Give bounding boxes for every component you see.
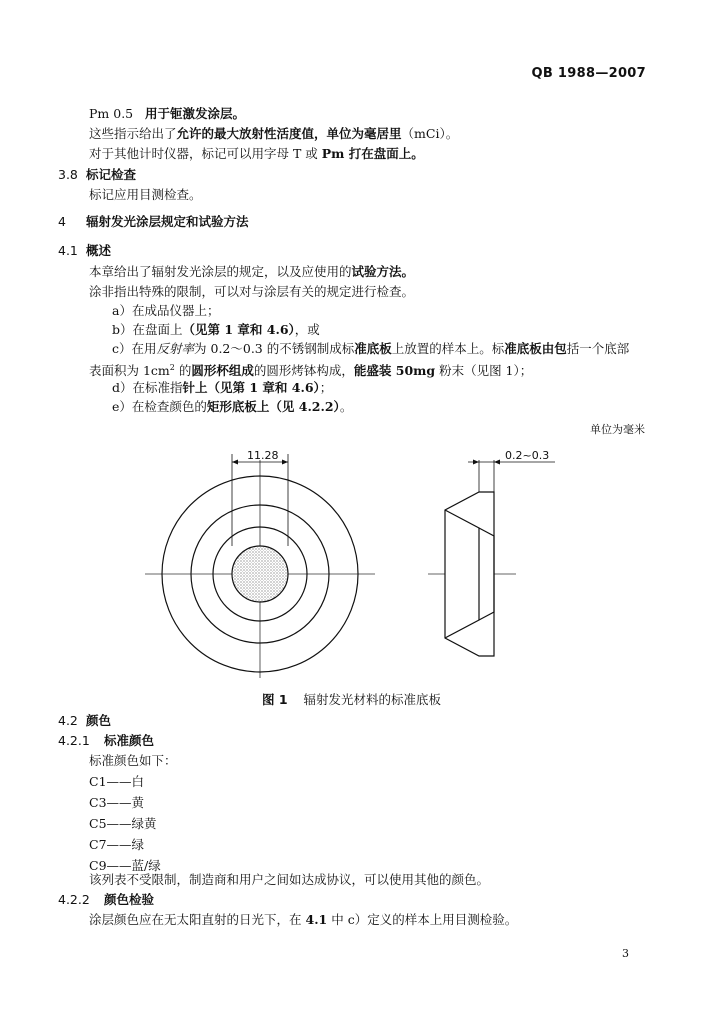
item-text: ，或: [294, 322, 320, 337]
standard-colors-intro: 标准颜色如下：: [89, 753, 177, 768]
color-c9: C9——蓝/绿: [89, 858, 161, 873]
cup-circle: [232, 546, 288, 602]
item-text-bold: 能盛装 50mg: [353, 363, 436, 379]
indicator-text-c: （mCi）。: [401, 126, 459, 141]
caption-number: 图 1: [262, 692, 288, 707]
arrow-b: [494, 460, 500, 465]
item-text: 表面积为 1cm: [89, 363, 170, 379]
colors-note: [89, 872, 489, 888]
section-3-8-heading: [58, 167, 136, 183]
dimension-label-11-28: 11.28: [247, 449, 279, 462]
list-item-b: [112, 322, 320, 338]
item-text: d）在标准指: [112, 380, 183, 395]
dimension-label-thickness: 0.2~0.3: [505, 449, 550, 462]
item-text-bold: 矩形底板上（见 4.2.2）: [206, 399, 340, 414]
indicator-text-a: 这些指示给出了: [89, 126, 177, 141]
section-title: 概述: [86, 243, 112, 258]
item-text: 上放置的样本上。标: [391, 341, 505, 356]
section-title: 颜色检验: [104, 892, 155, 907]
para-text: 中 c）定义的样本上用目测检验。: [331, 912, 518, 927]
item-text: 括一个底部: [566, 341, 630, 356]
section-title: 标记检查: [86, 167, 137, 182]
caption-text: 辐射发光材料的标准底板: [303, 692, 441, 707]
item-text: 粉末（见图 1）；: [435, 363, 533, 379]
side-view: [428, 449, 555, 656]
list-item-c-continued: [89, 360, 532, 379]
pm-description: 用于钷激发涂层。: [145, 106, 246, 121]
plate-outline: [445, 492, 494, 656]
section-number: 4.1: [58, 243, 78, 258]
item-text-bold: 准底板由包: [504, 341, 567, 356]
superscript: 2: [169, 363, 175, 372]
item-text-bold: 针上（见第 1 章和 4.6）: [182, 380, 320, 395]
list-item-d: [112, 380, 332, 396]
arrow-a: [473, 460, 479, 465]
note-text: 制造商和用户之间如达成协议，可以使用其他的颜色。: [189, 872, 490, 887]
other-instruments-line: [89, 146, 424, 162]
chapter-title: 辐射发光涂层规定和试验方法: [86, 214, 249, 229]
item-text: e）在检查颜色的: [112, 399, 207, 414]
section-number: 4.2.2: [58, 892, 90, 907]
list-item-c: [112, 341, 629, 357]
section-4-1-heading: [58, 243, 111, 259]
top-view: [145, 449, 375, 678]
item-text-italic: 反射率: [156, 341, 195, 356]
section-4-2-1-heading: [58, 733, 154, 749]
item-text-bold: 准底板: [354, 341, 392, 356]
para-text-bold: 4.1: [305, 912, 328, 927]
item-text: ；: [319, 380, 333, 395]
standard-code-header: QB 1988—2007: [531, 66, 646, 81]
other-text-a: 对于其他计时仪器，标记可以用字母 T 或: [89, 146, 318, 161]
chapter-number: 4: [58, 214, 66, 229]
arrow-right: [282, 460, 288, 465]
pm-code: Pm 0.5: [89, 106, 134, 121]
section-title: 颜色: [86, 713, 112, 728]
section-4-1-para-1: [89, 264, 414, 280]
section-4-1-para-2: 涂非指出特殊的限制，可以对与涂层有关的规定进行检查。: [89, 284, 415, 299]
pm-line: [89, 106, 245, 122]
page-number: 3: [622, 947, 629, 960]
item-text: b）在盘面上: [112, 322, 183, 337]
item-text: 。: [339, 399, 353, 414]
section-4-2-2-text: [89, 912, 517, 928]
figure-1-caption: [262, 692, 441, 708]
indicator-line: [89, 126, 458, 142]
section-number: 4.2.1: [58, 733, 90, 748]
item-text: c）在用: [112, 341, 157, 356]
section-number: 4.2: [58, 713, 78, 728]
item-text: 的圆形烤钵构成，: [253, 363, 354, 379]
list-item-e: [112, 399, 352, 415]
section-3-8-text: 标记应用目测检查。: [89, 187, 202, 202]
item-text-bold: 圆形杯组成: [191, 363, 254, 379]
color-c1: C1——白: [89, 774, 145, 789]
other-text-b: Pm 打在盘面上。: [321, 146, 424, 161]
item-text-bold: （见第 1 章和 4.6）: [182, 322, 295, 337]
item-text: 的: [174, 363, 192, 379]
section-number: 3.8: [58, 167, 78, 182]
chapter-4-heading: [58, 214, 249, 230]
item-text: 为 0.2～0.3 的不锈钢制成标: [194, 341, 355, 356]
figure-1-drawing: [0, 440, 701, 690]
arrow-left: [232, 460, 238, 465]
list-item-a: a）在成品仪器上；: [112, 303, 220, 318]
para-text: 本章给出了辐射发光涂层的规定，以及应使用的: [89, 264, 352, 279]
para-text: 涂层颜色应在无太阳直射的日光下，在: [89, 912, 302, 927]
color-c5: C5——绿黄: [89, 816, 157, 831]
color-c3: C3——黄: [89, 795, 145, 810]
para-text-bold: 试验方法。: [351, 264, 415, 279]
color-c7: C7——绿: [89, 837, 145, 852]
section-4-2-2-heading: [58, 892, 154, 908]
unit-note: 单位为毫米: [590, 423, 645, 436]
indicator-text-b: 允许的最大放射性活度值，单位为毫居里: [176, 126, 402, 141]
section-4-2-heading: [58, 713, 111, 729]
section-title: 标准颜色: [104, 733, 155, 748]
note-text: 该列表不受限制，: [89, 872, 190, 887]
